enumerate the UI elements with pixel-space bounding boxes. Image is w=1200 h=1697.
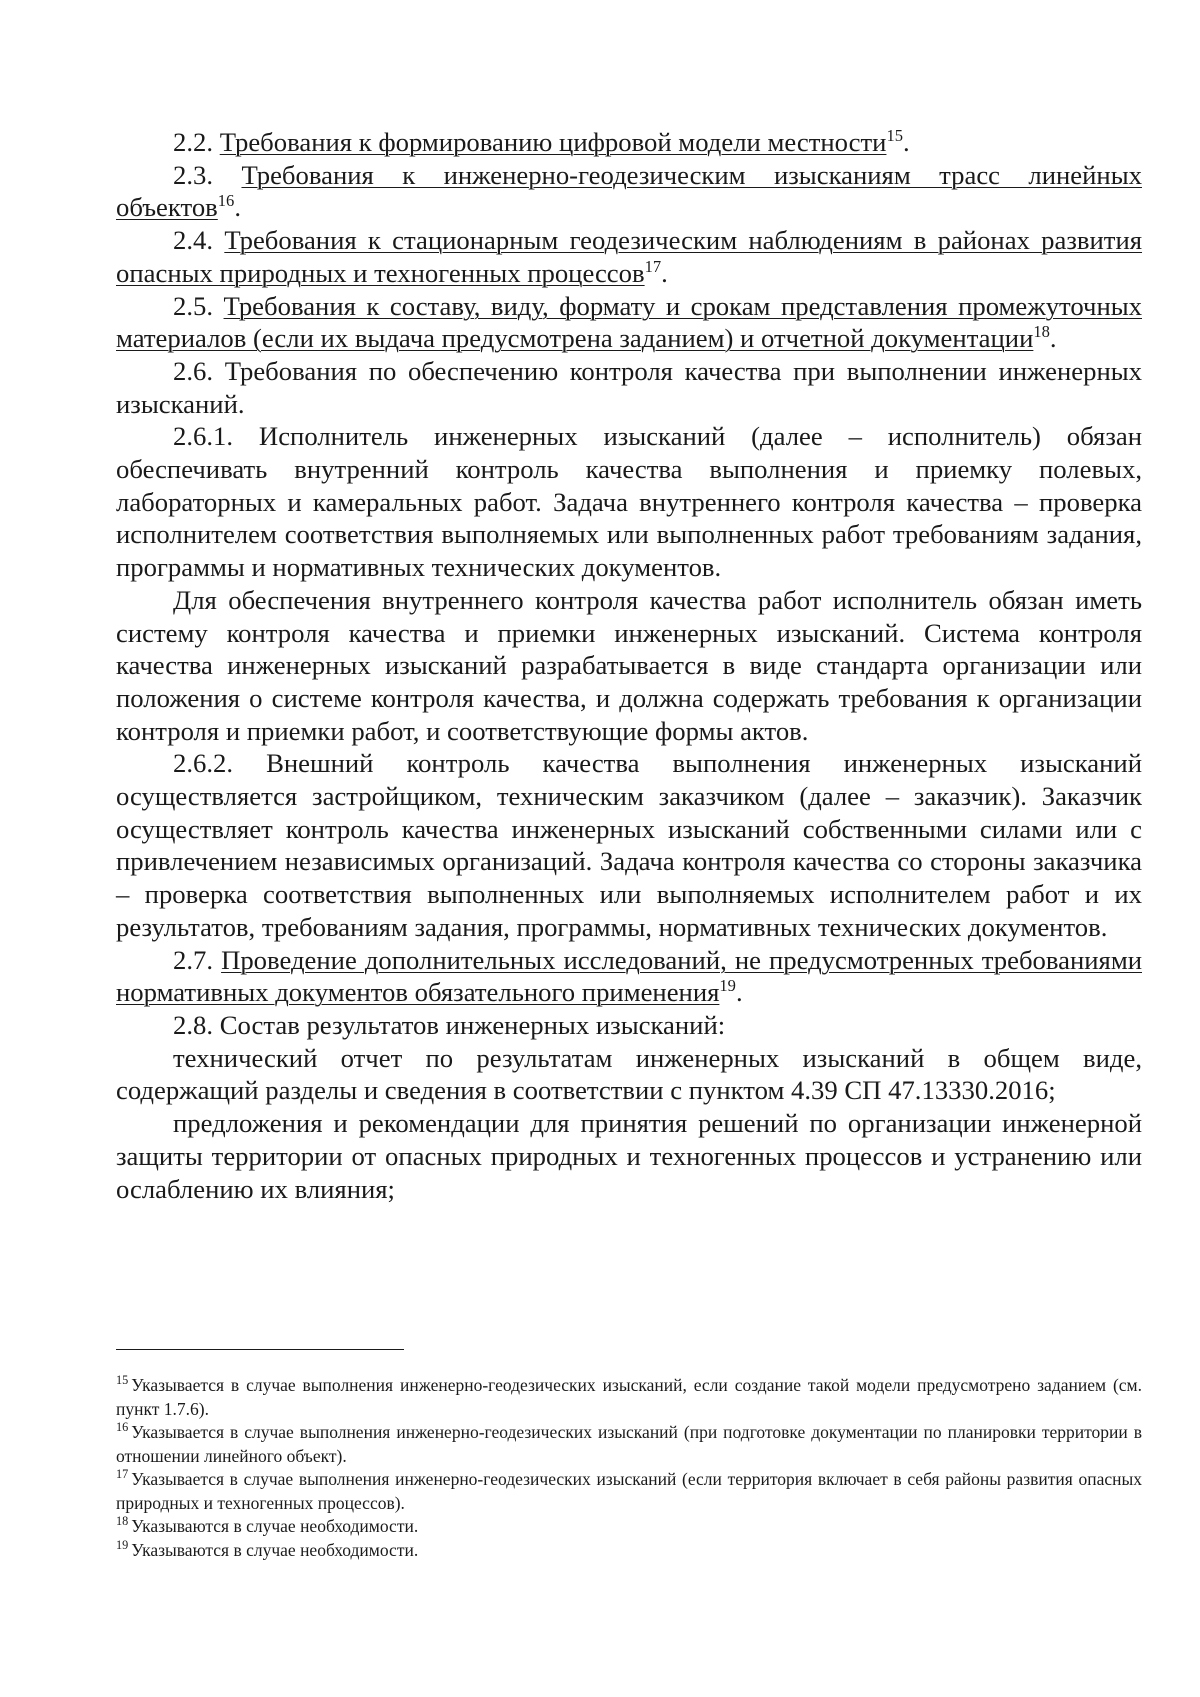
trailing-punct: . [234,192,241,223]
footnote [116,1515,1142,1539]
trailing-punct: . [903,127,910,157]
document-body [116,126,1142,1205]
footnote-ref[interactable]: 15 [886,126,903,146]
paragraph [116,747,1142,943]
paragraph-text: Для обеспечения внутреннего контроля качества работ исполнитель обязан иметь систему контроля качества и приемки инженерных изысканий. Система контроля качества инженерных изысканий разрабатывается в виде стандарта организации или положения о системе контроля качества, и должна содержать требования к организации контроля и приемки работ, и соответствующие формы актов. [116,584,1142,746]
paragraph-number: 2.4. [173,225,214,256]
paragraph [116,1009,1142,1042]
paragraph-text: Требования к стационарным геодезическим наблюдениям в районах развития опасных природных и техногенных процессов [116,225,1143,288]
paragraph-number: 2.6.2. [173,748,234,779]
paragraph-number: 2.5. [173,290,214,321]
footnote-mark: 19 [116,1537,129,1552]
paragraph [116,944,1142,1009]
paragraph-number: 2.2. [173,127,214,157]
paragraph-number: 2.8. [173,1009,214,1040]
paragraph [116,355,1142,420]
footnote-text: Указываются в случае необходимости. [131,1539,419,1560]
trailing-punct: . [1049,323,1057,354]
paragraph-text: Внешний контроль качества выполнения инженерных изысканий осуществляется застройщиком, техническим заказчиком (далее – заказчик). Заказчик осуществляет контроль качества инженерных изысканий собственными силами или с привлечением независимых организаций. Задача контроля качества со стороны заказчика – проверка соответствия выполненных или выполняемых исполнителем работ и их результатов, требованиям задания, программы, нормативных технических документов. [116,748,1142,942]
footnote-separator [116,1349,404,1350]
footnote-mark: 17 [116,1467,129,1482]
trailing-punct: . [661,257,668,288]
footnote [116,1421,1142,1468]
paragraph-text: Проведение дополнительных исследований, не предусмотренных требованиями нормативных документов обязательного применения [116,944,1142,1008]
paragraph-number: 2.6. [173,355,214,386]
footnote-mark: 18 [116,1514,129,1529]
paragraph-number: 2.7. [173,944,214,975]
footnotes [116,1374,1142,1562]
paragraph-text: Требования по обеспечению контроля качества при выполнении инженерных изысканий. [116,355,1143,419]
footnote-mark: 16 [116,1420,129,1435]
footnote [116,1468,1142,1515]
trailing-punct: . [735,977,743,1008]
paragraph-text: Исполнитель инженерных изысканий (далее – исполнитель) обязан обеспечивать внутренний контроль качества выполнения и приемку полевых, лабораторных и камеральных работ. Задача внутреннего контроля качества – проверка исполнителем соответствия выполняемых или выполненных работ требованиям задания, программы и нормативных технических документов. [116,421,1143,583]
footnote-ref[interactable]: 18 [1033,322,1050,342]
paragraph-text: Состав результатов инженерных изысканий: [219,1009,726,1040]
paragraph [116,1042,1142,1107]
footnote [116,1374,1142,1421]
paragraph [116,1107,1142,1205]
paragraph [116,224,1142,289]
paragraph-number: 2.6.1. [173,421,234,452]
paragraph-text: Требования к формированию цифровой модели местности [219,127,887,157]
footnote-ref[interactable]: 19 [719,976,736,996]
footnote-ref[interactable]: 17 [644,256,662,276]
paragraph [116,159,1142,224]
paragraph [116,420,1142,584]
footnote-text: Указывается в случае выполнения инженерно-геодезических изысканий (при подготовке документации по планировки территории в отношении линейного объект). [116,1422,1142,1466]
paragraph-text: предложения и рекомендации для принятия решений по организации инженерной защиты территории от опасных природных и техногенных процессов и устранению или ослаблению их влияния; [116,1108,1142,1204]
paragraph-number: 2.3. [173,159,214,190]
footnote-mark: 15 [116,1373,129,1388]
paragraph-text: технический отчет по результатам инженерных изысканий в общем виде, содержащий разделы и сведения в соответствии с пунктом 4.39 СП 47.13330.2016; [116,1042,1142,1106]
footnote-text: Указываются в случае необходимости. [131,1516,419,1536]
paragraph [116,290,1142,355]
footnote-ref[interactable]: 16 [217,191,235,211]
paragraph [116,126,1142,159]
footnote [116,1539,1142,1563]
paragraph-text: Требования к составу, виду, формату и срокам представления промежуточных материалов (если их выдача предусмотрена заданием) и отчетной документации [116,290,1142,354]
paragraph-text: Требования к инженерно-геодезическим изысканиям трасс линейных объектов [116,159,1142,223]
footnote-text: Указывается в случае выполнения инженерно-геодезических изысканий, если создание такой модели предусмотрено заданием (см. пункт 1.7.6). [116,1375,1142,1419]
paragraph [116,584,1142,748]
footnote-text: Указывается в случае выполнения инженерно-геодезических изысканий (если территория включает в себя районы развития опасных природных и техногенных процессов). [116,1469,1142,1513]
